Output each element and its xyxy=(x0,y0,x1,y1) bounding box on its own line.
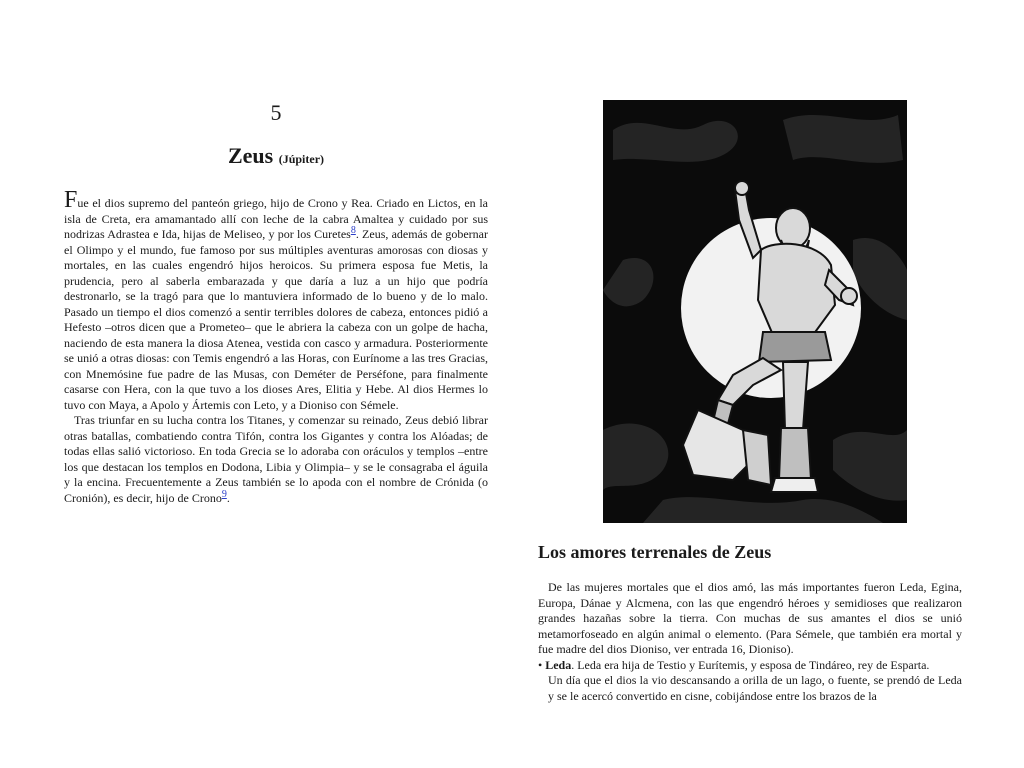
section-title: Los amores terrenales de Zeus xyxy=(538,542,772,562)
paragraph-2-start: Tras triunfar en su lucha contra los Titanes, y comenzar su reinado, Zeus debió librar otras batallas, combatiendo contra Tifón, contra los Gigantes y contra los Alóadas; de todas ellas salió victorioso. En toda Grecia se lo adoraba con oráculos y templos –entre los que destacan los templos en Dodona, Libia y Olimpia– y se le consagraba el águila y la encina. Frecuentemente a Zeus también se lo apoda con el nombre de Crónida (o Cronión), es decir, hijo de Crono xyxy=(64,413,488,505)
paragraph-2 xyxy=(64,413,488,506)
paragraph-1 xyxy=(64,187,489,413)
leda-entry xyxy=(538,658,962,674)
amores-body-text xyxy=(538,580,962,704)
title-main: Zeus xyxy=(227,143,274,168)
zeus-body-text xyxy=(64,187,489,506)
drop-cap: F xyxy=(64,187,78,213)
amores-paragraph: De las mujeres mortales que el dios amó, las más importantes fueron Leda, Egina, Europa, Dánae y Alcmena, con las que engendró héroes y semidioses que realizaron grandes hazañas sobre la tierra. Con muchas de sus amantes el dios se unió metamorfoseado en algún animal o elemento. (Para Sémele, que también era mortal y fue madre del dios Dioniso, ver entrada 16, Dioniso). xyxy=(538,580,962,656)
title-subtitle: (Júpiter) xyxy=(278,152,325,166)
chapter-title xyxy=(64,143,488,169)
leda-line: . Leda era hija de Testio y Eurítemis, y esposa de Tindáreo, rey de Esparta. xyxy=(571,657,930,672)
paragraph-1-start: ue el dios supremo del panteón griego, hijo de Crono y Rea. Criado en Lictos, en la isla de Creta, era amamantado allí con leche de la cabra Amaltea y cuidado por sus nodrizas Adrastea e Ida, hijas de Meliseo, y por los Curetes xyxy=(64,196,488,241)
chapter-number: 5 xyxy=(270,100,282,125)
footnote-link-9[interactable]: 9 xyxy=(221,488,227,500)
paragraph-1-end: . Zeus, además de gobernar el Olimpo y el mundo, fue famoso por sus múltiples aventuras amorosas con diosas y mortales, en las cuales engendró hijos heroicos. Su primera esposa fue Metis, la prudencia, pero al saberla embarazada y que daría a luz a un hijo que podría destronarlo, se la tragó para que lo mantuviera informado de lo bueno y de lo malo. Pasado un tiempo el dios comenzó a sentir terribles dolores de cabeza, entonces pidió a Hefesto –otros dicen que a Prometeo– que le abriera la cabeza con un golpe de hacha, naciendo de esta manera la diosa Atenea, vestida con casco y armadura. Posteriormente se unió a otras diosas: con Temis engendró a las Horas, con Eurínome a las tres Gracias, con Mnemósine fue padre de las Musas, con Deméter de Perséfone, para finalmente casarse con Hera, con la que tuvo a los dioses Ares, Elitia y Hebe. Al dios Hermes lo tuvo con Maya, a Apolo y Ártemis con Leto, y a Dioniso con Sémele. xyxy=(64,227,489,412)
zeus-illustration xyxy=(603,100,907,523)
paragraph-2-end: . xyxy=(226,490,230,505)
footnote-link-8[interactable]: 8 xyxy=(350,225,356,236)
leda-continuation: Un día que el dios la vio descansando a orilla de un lago, o fuente, se prendó de Leda y se le acercó convertido en cisne, cobijándose entre los brazos de la xyxy=(548,673,962,703)
bullet: • xyxy=(538,657,543,672)
leda-name: Leda xyxy=(545,657,572,672)
